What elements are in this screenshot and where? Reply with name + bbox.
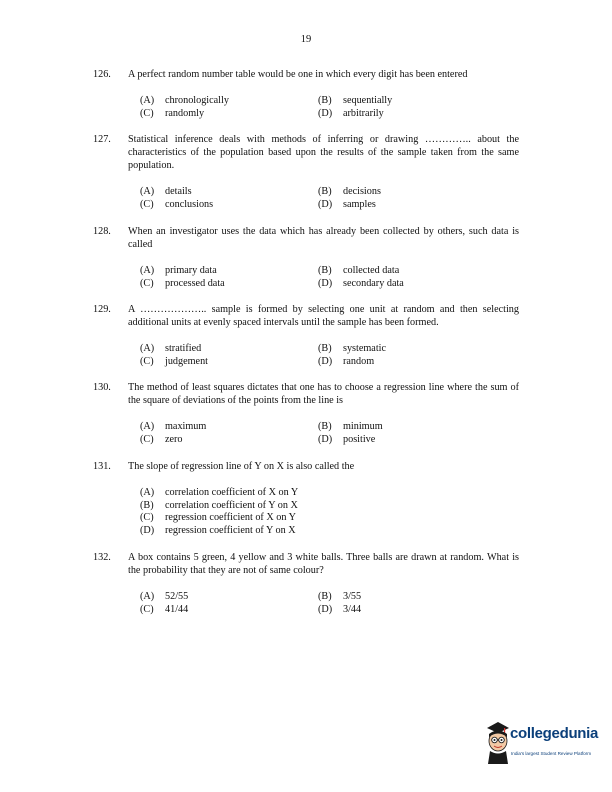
question-129: [93, 303, 519, 329]
options-127: [140, 185, 520, 210]
question-text: The method of least squares dictates that one has to choose a regression line where the sum of the square of deviations of the points from the line is: [128, 382, 519, 406]
graduate-mascot-icon: [484, 718, 512, 764]
options-130: [140, 420, 520, 445]
option-d: (D) secondary data: [318, 277, 404, 289]
option-a: (A) maximum: [140, 421, 207, 432]
option-c: (C) regression coefficient of X on Y: [140, 512, 296, 523]
option-a: (A) details: [140, 186, 192, 197]
question-number: 132.: [93, 552, 111, 563]
options-129: [140, 342, 520, 367]
option-d: (D) samples: [318, 198, 376, 210]
option-c: (C) randomly: [140, 107, 205, 119]
option-c: (C) conclusions: [140, 198, 214, 210]
options-132: [140, 590, 520, 615]
option-a: (A) stratified: [140, 343, 202, 354]
page-number: 19: [300, 34, 312, 45]
option-a: (A) chronologically: [140, 95, 229, 106]
question-130: [93, 381, 519, 407]
option-a: (A) 52/55: [140, 591, 189, 602]
question-text: A ……………….. sample is formed by selecting one unit at random and then selecting additional units at evenly spaced intervals until the sample has been formed.: [128, 304, 519, 328]
options-126: [140, 94, 520, 119]
option-c: (C) judgement: [140, 355, 209, 367]
question-132: [93, 551, 519, 577]
question-number: 128.: [93, 226, 111, 237]
option-b: (B) 3/55: [318, 591, 362, 602]
option-b: (B) minimum: [318, 421, 383, 432]
option-c: (C) zero: [140, 433, 183, 445]
option-c: (C) 41/44: [140, 603, 189, 615]
logo-wordmark: collegedunia: [510, 725, 599, 742]
question-text: The slope of regression line of Y on X is also called the: [128, 461, 355, 472]
option-b: (B) collected data: [318, 265, 400, 276]
option-b: (B) systematic: [318, 343, 387, 354]
option-b: (B) decisions: [318, 186, 381, 197]
option-b: (B) correlation coefficient of Y on X: [140, 499, 298, 511]
options-128: [140, 264, 520, 289]
question-text: When an investigator uses the data which has already been collected by others, such data is called: [128, 226, 519, 250]
collegedunia-logo: [484, 718, 610, 778]
option-d: (D) regression coefficient of Y on X: [140, 524, 296, 536]
logo-tagline: India's largest Student Review Platform: [511, 751, 592, 756]
question-number: 131.: [93, 461, 111, 472]
question-text: Statistical inference deals with methods of inferring or drawing ………….. about the characteristics of the population based upon the results of the sample taken from the same population.: [128, 134, 519, 171]
question-128: [93, 225, 519, 251]
question-127: [93, 133, 519, 172]
question-number: 130.: [93, 382, 111, 393]
question-text: A box contains 5 green, 4 yellow and 3 white balls. Three balls are drawn at random. What is the probability that they are not of same colour?: [128, 552, 519, 576]
option-a: (A) correlation coefficient of X on Y: [140, 487, 299, 498]
question-131: [93, 460, 519, 473]
options-131: [140, 486, 298, 536]
option-b: (B) sequentially: [318, 95, 393, 106]
question-number: 127.: [93, 134, 111, 145]
option-d: (D) 3/44: [318, 603, 362, 615]
question-text: A perfect random number table would be one in which every digit has been entered: [128, 69, 468, 80]
option-d: (D) random: [318, 355, 375, 367]
option-d: (D) positive: [318, 433, 376, 445]
option-a: (A) primary data: [140, 265, 217, 276]
question-number: 129.: [93, 304, 111, 315]
question-126: [93, 68, 519, 81]
question-number: 126.: [93, 69, 111, 80]
option-c: (C) processed data: [140, 277, 225, 289]
option-d: (D) arbitrarily: [318, 107, 384, 119]
